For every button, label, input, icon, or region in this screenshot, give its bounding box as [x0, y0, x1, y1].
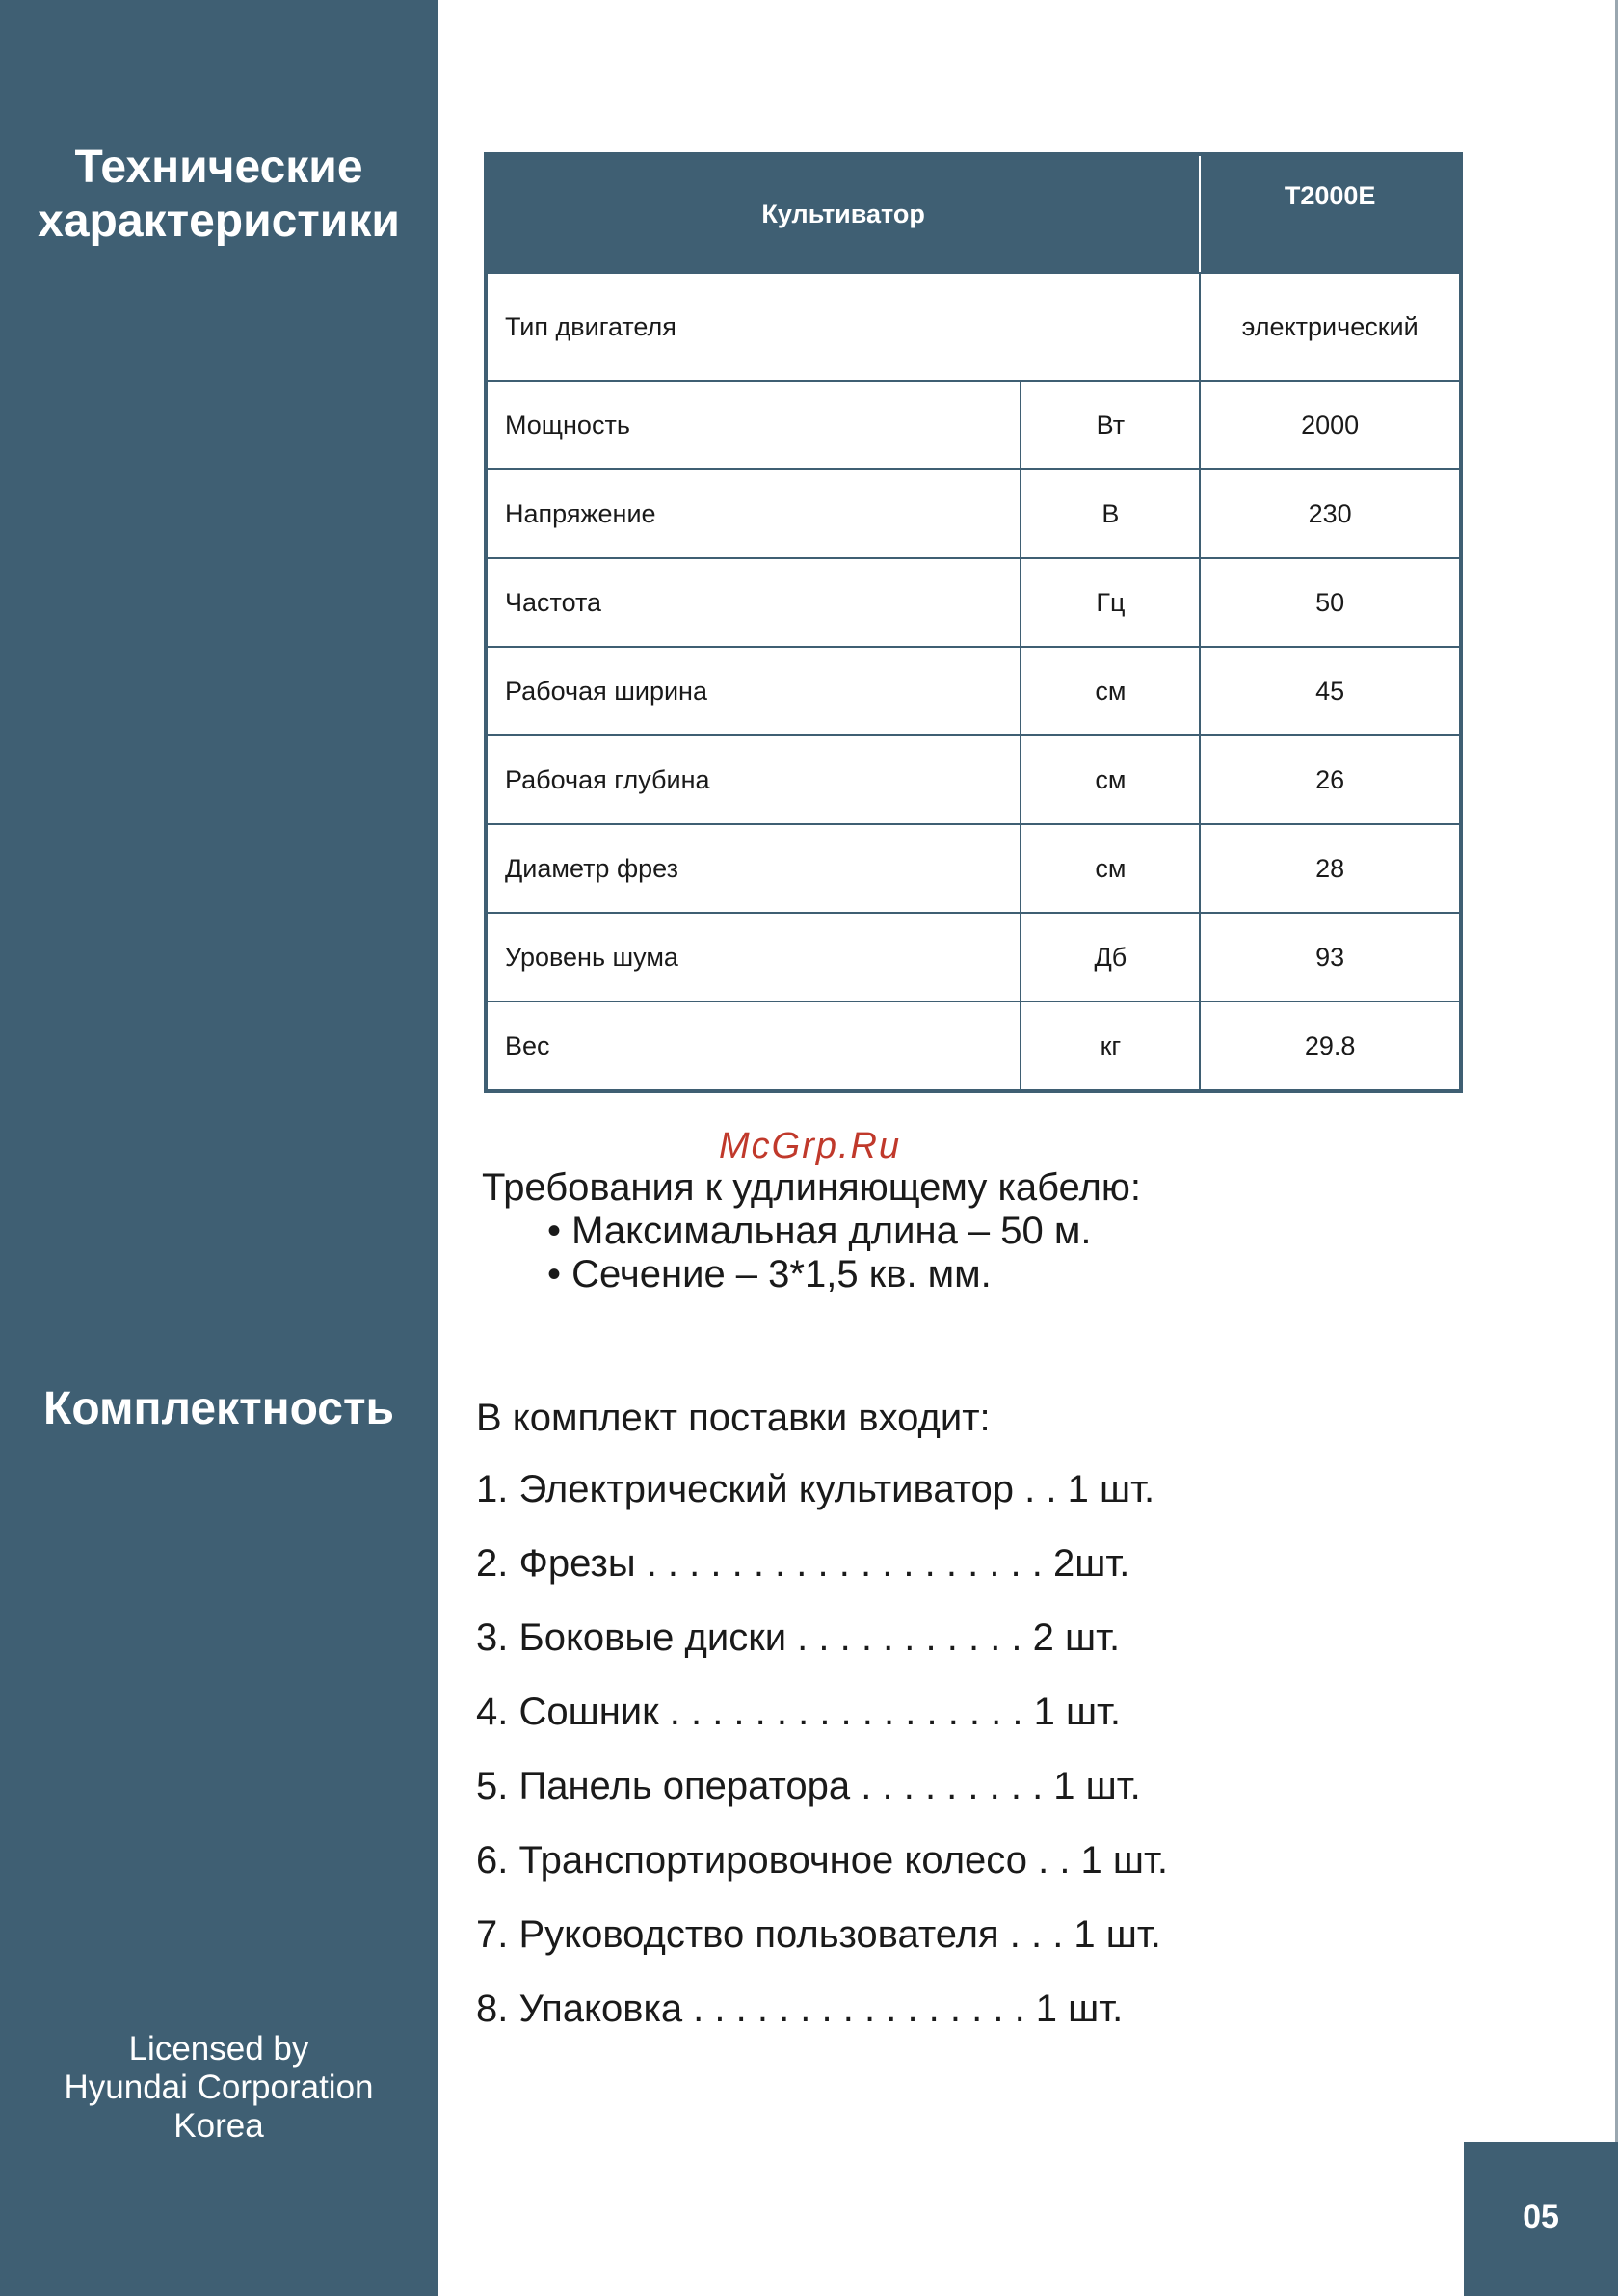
param-value: 26 — [1200, 735, 1461, 824]
header-model: T2000E — [1200, 154, 1461, 273]
param-label: Мощность — [486, 381, 1021, 469]
watermark: McGrp.Ru — [719, 1126, 902, 1166]
header-product: Культиватор — [486, 154, 1200, 273]
page-number-box — [1464, 2142, 1618, 2296]
param-label: Напряжение — [486, 469, 1021, 558]
page-number: 05 — [1523, 2199, 1559, 2235]
list-item: 1. Электрический культиватор . . 1 шт. — [476, 1468, 1155, 1510]
cable-title: Требования к удлиняющему кабелю: — [482, 1166, 1141, 1209]
param-label: Рабочая глубина — [486, 735, 1021, 824]
list-item: 8. Упаковка . . . . . . . . . . . . . . . . 1 шт. — [476, 1988, 1124, 2030]
kit-heading: Комплектность — [43, 1383, 394, 1434]
param-label: Уровень шума — [486, 913, 1021, 1001]
table-row — [486, 913, 1461, 1001]
table-row — [486, 735, 1461, 824]
list-item: 7. Руководство пользователя . . . 1 шт. — [476, 1913, 1161, 1956]
table-row — [486, 558, 1461, 647]
spec-table — [484, 152, 1463, 1093]
list-item: 3. Боковые диски . . . . . . . . . . . 2 шт. — [476, 1616, 1121, 1659]
kit-list — [476, 1467, 1168, 2061]
list-item: 2. Фрезы . . . . . . . . . . . . . . . . . . . 2шт. — [476, 1542, 1130, 1585]
spec-header-row — [486, 154, 1461, 273]
param-value: 2000 — [1200, 381, 1461, 469]
list-item: • Максимальная длина – 50 м. — [547, 1210, 1092, 1252]
kit-intro: В комплект поставки входит: — [476, 1397, 991, 1439]
param-unit: В — [1021, 469, 1200, 558]
param-label: Диаметр фрез — [486, 824, 1021, 913]
param-label: Частота — [486, 558, 1021, 647]
param-value: 29.8 — [1200, 1001, 1461, 1091]
license-note: Licensed by Hyundai Corporation Korea — [64, 2030, 374, 2145]
param-value: 230 — [1200, 469, 1461, 558]
sidebar — [0, 0, 438, 2296]
param-unit: см — [1021, 735, 1200, 824]
param-value: 93 — [1200, 913, 1461, 1001]
list-item: 6. Транспортировочное колесо . . 1 шт. — [476, 1839, 1168, 1882]
table-row — [486, 381, 1461, 469]
param-label: Вес — [486, 1001, 1021, 1091]
param-unit: кг — [1021, 1001, 1200, 1091]
cable-requirements — [482, 1166, 1141, 1296]
engine-type-value: электрический — [1200, 273, 1461, 381]
param-value: 50 — [1200, 558, 1461, 647]
table-row — [486, 469, 1461, 558]
list-item: 4. Сошник . . . . . . . . . . . . . . . . . 1 шт. — [476, 1691, 1122, 1733]
param-value: 45 — [1200, 647, 1461, 735]
param-unit: см — [1021, 647, 1200, 735]
table-row — [486, 647, 1461, 735]
engine-type-label: Тип двигателя — [486, 273, 1200, 381]
param-unit: см — [1021, 824, 1200, 913]
tech-specs-heading: Технические характеристики — [38, 142, 400, 247]
param-value: 28 — [1200, 824, 1461, 913]
list-item: • Сечение – 3*1,5 кв. мм. — [547, 1253, 992, 1295]
list-item: 5. Панель оператора . . . . . . . . . 1 шт. — [476, 1765, 1141, 1807]
param-unit: Вт — [1021, 381, 1200, 469]
table-row — [486, 1001, 1461, 1091]
table-row — [486, 824, 1461, 913]
param-unit: Гц — [1021, 558, 1200, 647]
param-unit: Дб — [1021, 913, 1200, 1001]
param-label: Рабочая ширина — [486, 647, 1021, 735]
table-row — [486, 273, 1461, 381]
